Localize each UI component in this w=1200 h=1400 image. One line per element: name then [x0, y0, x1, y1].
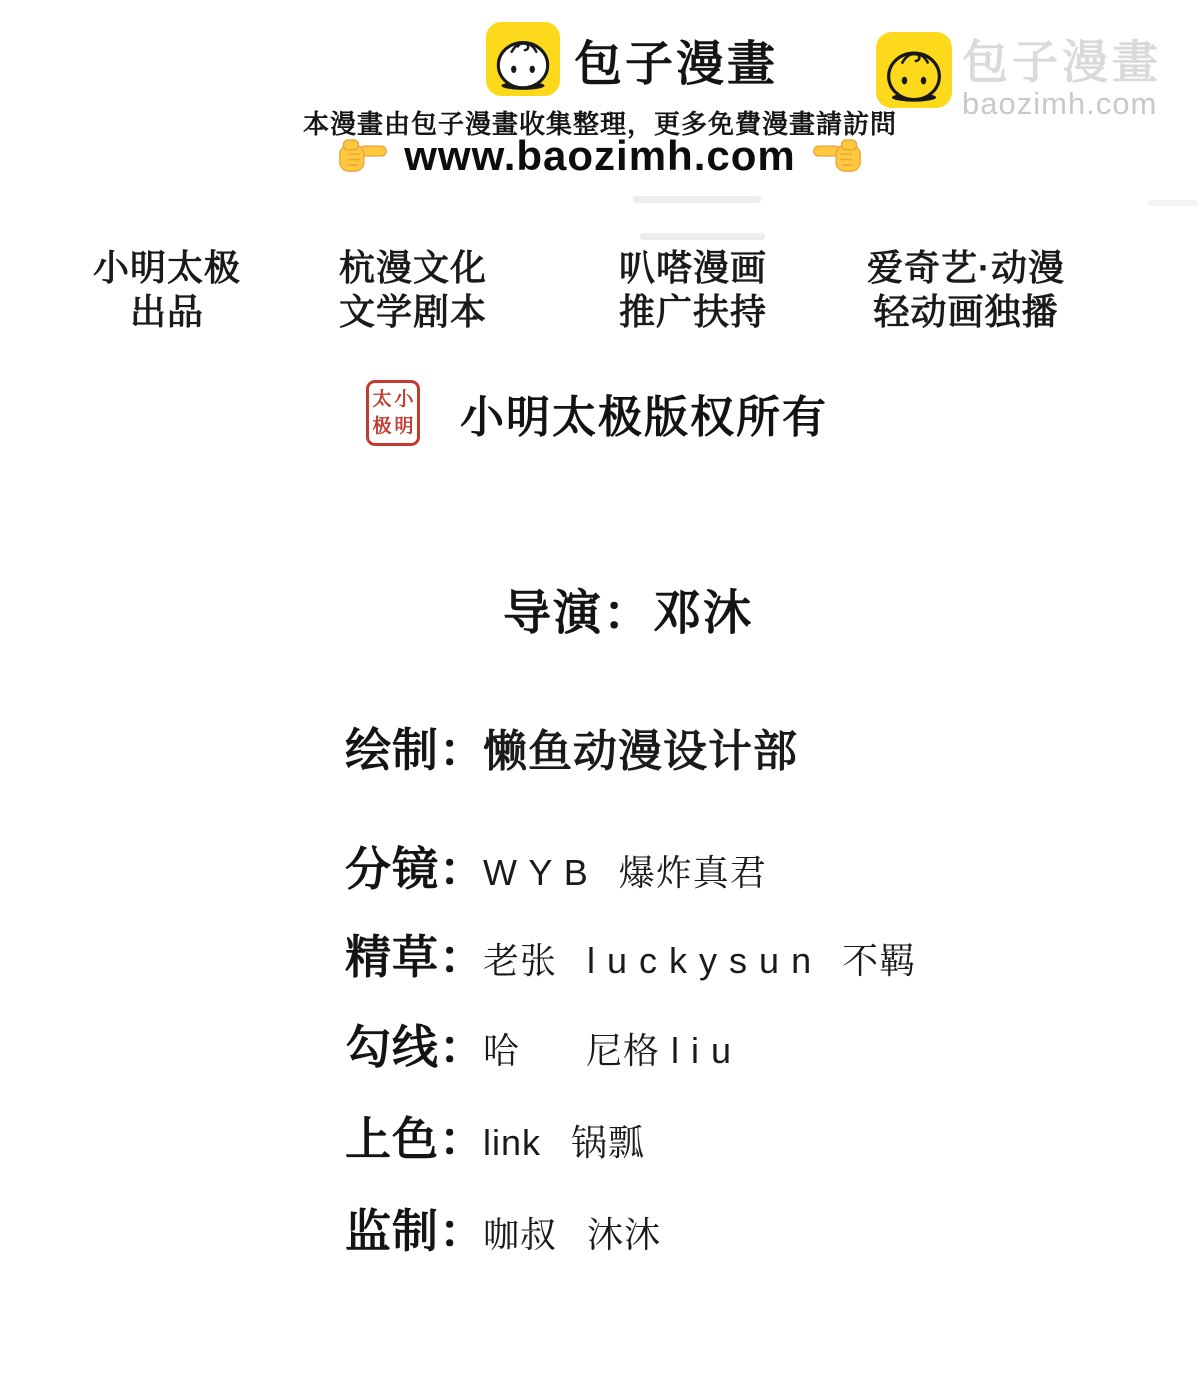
staff-name: 锅瓢	[571, 1122, 646, 1163]
baozi-watermark-icon	[876, 32, 952, 108]
ghost-artifact	[633, 196, 761, 203]
production-credit-promotion	[571, 246, 815, 334]
staff-name: 尼格 l i u	[586, 1030, 733, 1071]
copyright-row	[366, 380, 828, 446]
baozi-logo-icon	[486, 22, 560, 96]
site-url[interactable]: www.baozimh.com	[404, 132, 796, 179]
ghost-artifact	[640, 233, 765, 240]
seal-char: 极	[372, 416, 392, 437]
staff-name: W Y B	[483, 852, 589, 893]
credit-line: 爱奇艺·动漫	[867, 247, 1065, 288]
credit-line: 文学剧本	[338, 291, 487, 332]
staff-name: 爆炸真君	[618, 852, 767, 893]
staff-name: 哈	[483, 1030, 521, 1071]
credit-line: 小明太极	[92, 247, 241, 288]
red-seal-stamp	[366, 380, 420, 446]
staff-name: 咖叔	[483, 1214, 558, 1255]
credit-line: 轻动画独播	[873, 291, 1059, 332]
staff-name: link	[483, 1122, 542, 1163]
copyright-text: 小明太极版权所有	[460, 393, 828, 442]
brand-logo-row	[486, 22, 778, 96]
credit-line: 杭漫文化	[338, 247, 487, 288]
staff-row-supervisor	[345, 1195, 661, 1261]
staff-row-art	[345, 714, 798, 780]
site-url-row	[0, 132, 1200, 180]
staff-role-label: 上色：	[345, 1113, 486, 1165]
staff-name: 懒鱼动漫设计部	[483, 727, 798, 776]
pointing-right-hand-icon	[338, 137, 388, 175]
credit-line: 推广扶持	[618, 291, 767, 332]
seal-char: 明	[394, 416, 414, 437]
production-credit-producer	[45, 246, 289, 334]
credit-line: 叭嗒漫画	[618, 247, 767, 288]
production-credit-script	[291, 246, 535, 334]
watermark-domain: baozimh.com	[962, 86, 1158, 121]
director-line: 导演：邓沐	[503, 587, 754, 640]
collection-notice: 本漫畫由包子漫畫收集整理，更多免費漫畫請訪問	[302, 109, 897, 139]
staff-role-label: 精草：	[345, 931, 486, 983]
staff-name: 老张	[483, 940, 558, 981]
staff-row-storyboard	[345, 833, 767, 899]
staff-name: 沐沐	[587, 1214, 662, 1255]
brand-title: 包子漫畫	[574, 37, 779, 91]
pointing-left-hand-icon	[812, 137, 862, 175]
staff-name: l u c k y s u n	[587, 940, 813, 981]
staff-name: 不羁	[842, 940, 917, 981]
staff-role-label: 分镜：	[345, 843, 486, 895]
watermark-brand-name: 包子漫畫	[962, 36, 1162, 88]
staff-role-label: 监制：	[345, 1205, 486, 1257]
staff-row-rough-draft	[345, 921, 916, 987]
staff-role-label: 绘制：	[345, 724, 486, 776]
staff-role-label: 勾线：	[345, 1021, 486, 1073]
ghost-artifact	[1148, 200, 1198, 206]
staff-row-lineart	[345, 1011, 732, 1077]
staff-row-coloring	[345, 1103, 645, 1169]
production-credit-broadcast	[816, 246, 1116, 334]
seal-char: 太	[372, 389, 392, 410]
credit-line: 出品	[129, 291, 204, 332]
seal-char: 小	[394, 389, 414, 410]
